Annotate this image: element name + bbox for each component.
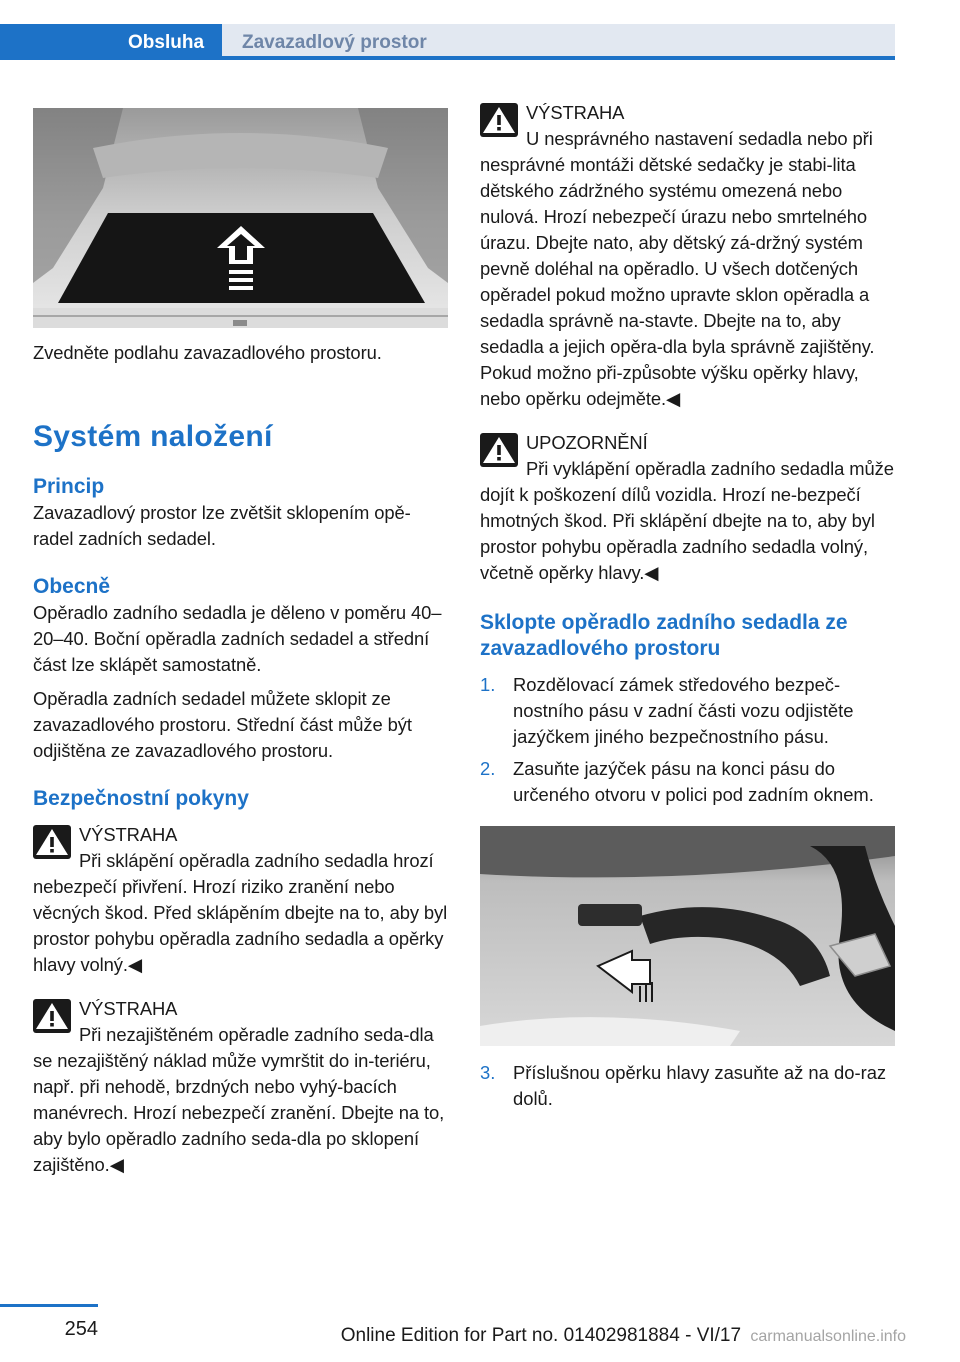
notice-text: Při vyklápění opěradla zadního sedadla může dojít k poškození dílů vozidla. Hrozí ne‐bezpečí hmotných škod. Při sklápění dbejte na to, aby byl prostor pohybu opěradla zadního sedadla volný, včetně opěrky hlavy.◀ (480, 458, 894, 583)
warning-2-text: Při nezajištěném opěradle zadního seda‐dla se nezajištěný náklad může vymrštit do in‐teriéru, např. při nehodě, brzdných nebo vyhý‐bacích manévrech. Hrozí nebezpečí zranění. Dbejte na to, aby bylo opěradlo zadního seda‐dla po sklopení zajištěno.◀ (33, 1024, 445, 1175)
warning-triangle-icon (33, 825, 71, 859)
fold-backrest-heading: Sklopte opěradlo zadního sedadla ze zavazadlového prostoru (480, 611, 848, 660)
obecne-heading: Obecně (33, 575, 111, 598)
tab-obsluha[interactable]: Obsluha (0, 24, 222, 60)
footer-rule (0, 1304, 98, 1307)
header-rule (0, 56, 895, 60)
steps-list-b (480, 1060, 895, 1112)
step-text: Rozdělovací zámek středového bezpeč‐nostního pásu v zadní části vozu odjistěte jazýčkem jiného bezpečnostního pásu. (513, 674, 854, 747)
list-item (480, 1060, 895, 1112)
watermark-text: carmanualsonline.info (750, 1328, 906, 1345)
steps-list-a (480, 672, 895, 808)
right-column (480, 100, 895, 1118)
warning-triangle-icon (480, 433, 518, 467)
list-item (480, 672, 895, 750)
notice-title: UPOZORNĚNÍ (526, 432, 648, 453)
image-caption: Zvedněte podlahu zavazadlového prostoru. (33, 342, 382, 363)
step-text: Zasuňte jazýček pásu na konci pásu do určeného otvoru v polici pod zadním oknem. (513, 758, 874, 805)
step-number: 1. (480, 674, 496, 695)
warning-3-text: U nesprávného nastavení sedadla nebo při nesprávné montáži dětské sedačky je stabi‐lita dětského zádržného systému omezená nebo nulová. Hrozí nebezpečí úrazu nebo smrtelného úrazu. Dbejte nato, aby dětský zá‐držný systém pevně doléhal na opěradlo. U všech dotčených opěradel pokud možno upravte sklon opěradla a sedadla správně na‐stavte. Dbejte na to, aby sedadla a jejich opěra‐dla byla správně zajištěny. Pokud možno při‐způsobte výšku opěrky hlavy, nebo opěrku odejměte.◀ (480, 128, 875, 409)
warning-triangle-icon (33, 999, 71, 1033)
step-number: 3. (480, 1062, 496, 1083)
page-number: 254 (64, 1318, 98, 1340)
tab-zavazadlovy-prostor[interactable]: Zavazadlový prostor (222, 24, 895, 56)
step-text: Příslušnou opěrku hlavy zasuňte až na do‐raz dolů. (513, 1062, 887, 1109)
safety-heading: Bezpečnostní pokyny (33, 787, 249, 810)
warning-1-text: Při sklápění opěradla zadního sedadla hrozí nebezpečí přivření. Hrozí riziko zranění nebo věcných škod. Před sklápěním dbejte na to, aby byl prostor pohybu opěradla zadního sedadla a opěrky hlavy volný.◀ (33, 850, 448, 975)
obecne-paragraph-1: Opěradlo zadního sedadla je děleno v poměru 40–20–40. Boční opěradla zadních sedadel a střední část lze sklápět samostatně. (33, 602, 442, 675)
trunk-floor-image (33, 108, 448, 328)
warning-1-title: VÝSTRAHA (79, 824, 178, 845)
obecne-paragraph-2: Opěradla zadních sedadel můžete sklopit ze zavazadlového prostoru. Střední část může být odjištěna ze zavazadlového prostoru. (33, 688, 412, 761)
edition-note (341, 1325, 906, 1347)
left-column (33, 108, 448, 1178)
notice-block (480, 430, 895, 586)
step-number: 2. (480, 758, 496, 779)
section-title: Systém naložení (33, 420, 273, 453)
princip-heading: Princip (33, 475, 105, 498)
edition-text: Online Edition for Part no. 01402981884 - VI/17 (340, 1325, 742, 1346)
warning-3-title: VÝSTRAHA (526, 102, 625, 123)
warning-block-1 (33, 822, 448, 978)
princip-text: Zavazadlový prostor lze zvětšit sklopením opě‐radel zadních sedadel. (33, 502, 411, 549)
warning-block-2 (33, 996, 448, 1178)
warning-triangle-icon (480, 103, 518, 137)
warning-2-title: VÝSTRAHA (79, 998, 178, 1019)
belt-tongue-image (480, 826, 895, 1046)
list-item (480, 756, 895, 808)
warning-block-3 (480, 100, 895, 412)
